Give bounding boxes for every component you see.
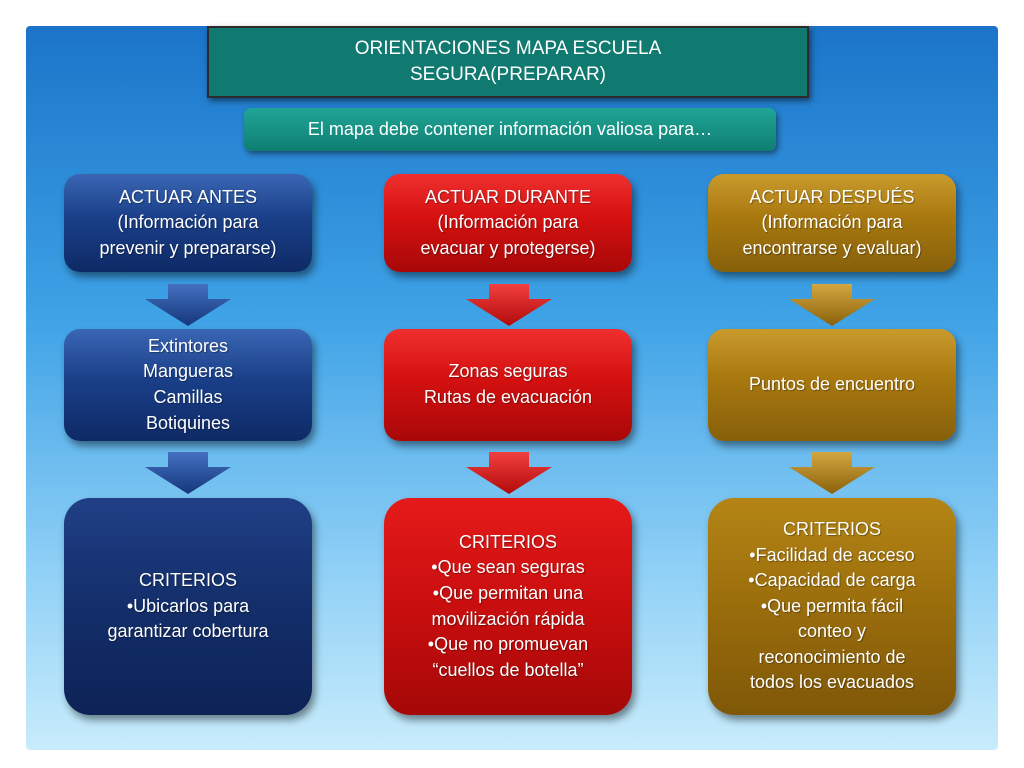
box-line: Camillas [153,387,223,407]
box-line: encontrarse y evaluar) [742,237,922,258]
before-criteria-box [64,498,312,715]
subtitle-text: El mapa debe contener información valiosa para… [307,119,713,139]
after-criteria-box [708,498,956,715]
box-line: garantizar cobertura [107,621,269,642]
box-line: Botiquines [145,412,231,433]
box-line: •Que permita fácil [760,595,904,616]
subtitle-banner [244,108,776,151]
box-line: ACTUAR ANTES [118,186,258,207]
during-criteria-box [384,498,632,715]
box-line: •Que permitan una [432,582,584,603]
arrow-down-icon [466,452,552,494]
box-line: •Capacidad de carga [748,570,916,591]
title-line-2: SEGURA(PREPARAR) [409,64,606,85]
box-line: (Información para [437,212,579,233]
before-items-box [64,329,312,441]
box-line: Puntos de encuentro [748,374,916,395]
box-line: Zonas seguras [448,361,568,382]
during-header-box [384,174,632,272]
before-header-box [64,174,312,272]
box-line: conteo y [797,621,867,642]
box-line: Rutas de evacuación [423,387,593,407]
box-line: prevenir y prepararse) [99,237,277,258]
arrow-down-icon [145,452,231,494]
box-line: ACTUAR DURANTE [424,186,591,207]
box-line: •Que sean seguras [431,557,585,578]
box-line: •Ubicarlos para [126,595,250,616]
box-line: evacuar y protegerse) [420,237,596,258]
arrow-down-icon [789,452,875,494]
box-line: todos los evacuados [749,672,915,693]
title-line-1: ORIENTACIONES MAPA ESCUELA [354,38,662,60]
box-line: “cuellos de botella” [432,659,584,680]
during-items-box [384,329,632,441]
page-title [207,26,809,98]
arrow-down-icon [145,284,231,326]
box-line: CRITERIOS [138,570,237,591]
box-line: reconocimiento de [758,646,906,667]
box-line: movilización rápida [431,608,585,629]
box-line: Extintores [147,335,229,356]
arrow-down-icon [789,284,875,326]
box-line: ACTUAR DESPUÉS [749,186,915,207]
box-line: CRITERIOS [458,531,557,552]
box-line: (Información para [117,212,259,233]
box-line: (Información para [761,212,903,233]
box-line: Mangueras [142,361,234,382]
after-items-box [708,329,956,441]
box-line: CRITERIOS [782,519,881,540]
after-header-box [708,174,956,272]
box-line: •Que no promuevan [427,634,589,655]
box-line: •Facilidad de acceso [749,544,915,565]
arrow-down-icon [466,284,552,326]
